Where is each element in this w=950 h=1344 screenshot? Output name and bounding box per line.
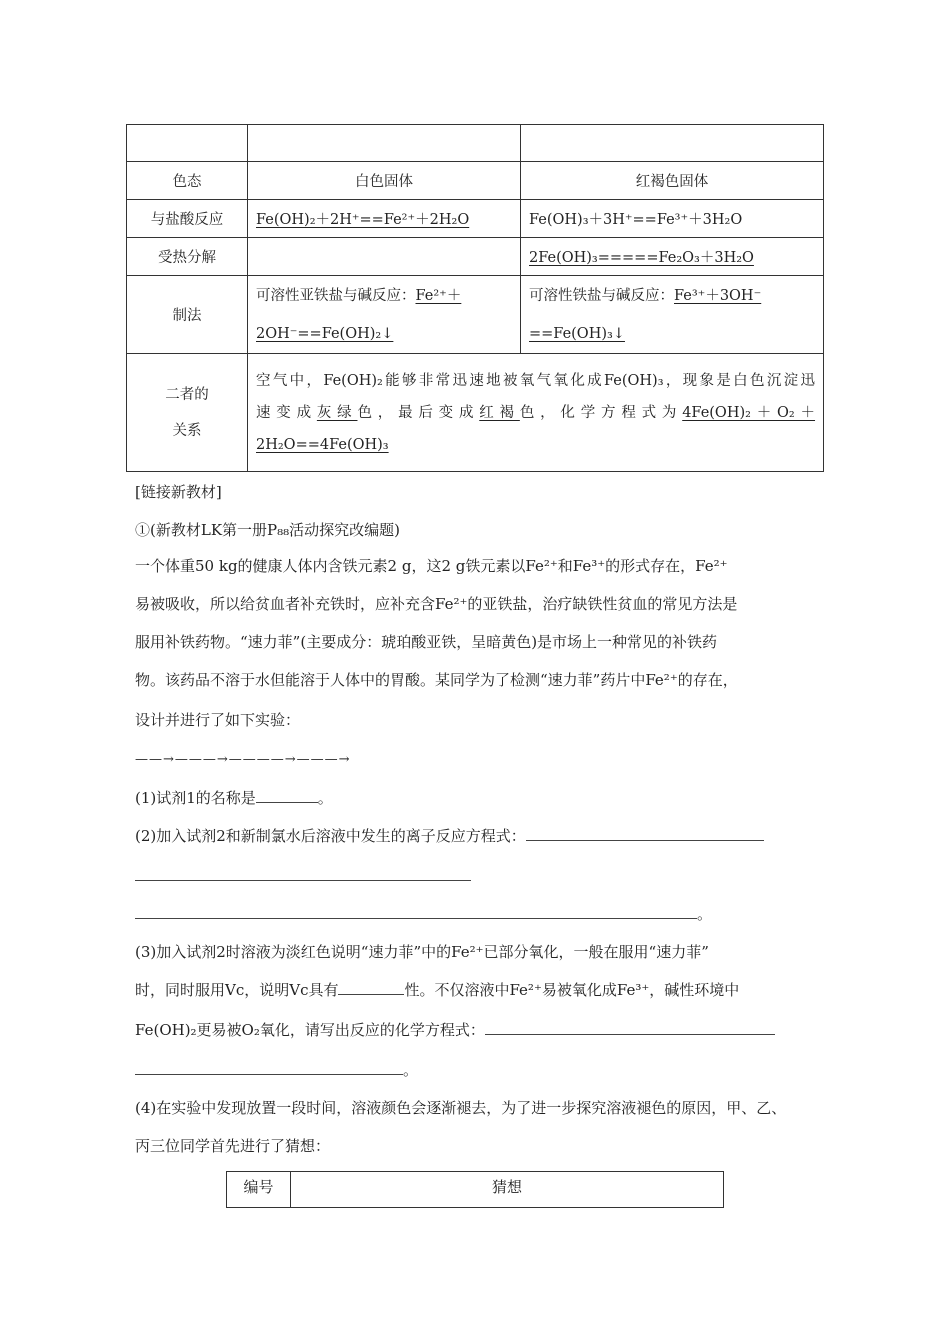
table-cell bbox=[248, 125, 521, 162]
question-text: 。 bbox=[403, 1061, 419, 1079]
answer-blank[interactable] bbox=[135, 866, 471, 881]
row-label: 色态 bbox=[127, 162, 248, 200]
answer-blank[interactable] bbox=[256, 788, 318, 803]
table-cell bbox=[521, 238, 824, 276]
paragraph-line: 易被吸收，所以给贫血者补充铁时，应补充含Fe²⁺的亚铁盐，治疗缺铁性贫血的常见方法是 bbox=[135, 595, 738, 613]
guess-table bbox=[226, 1171, 724, 1208]
table-row bbox=[127, 354, 824, 472]
table-cell bbox=[521, 276, 824, 354]
table-row bbox=[127, 200, 824, 238]
table-row bbox=[227, 1172, 724, 1208]
question-text: Fe(OH)₂更易被O₂氧化，请写出反应的化学方程式： bbox=[135, 1021, 485, 1039]
cell-text: 速变成 bbox=[256, 404, 317, 421]
row-label-line: 关系 bbox=[172, 422, 202, 439]
question-3-line bbox=[135, 980, 825, 1000]
answer-text: 2OH⁻==Fe(OH)₂↓ bbox=[256, 325, 394, 342]
question-text: 性。不仅溶液中Fe²⁺易被氧化成Fe³⁺，碱性环境中 bbox=[404, 981, 740, 999]
table-cell: 白色固体 bbox=[248, 162, 521, 200]
cell-text: 可溶性铁盐与碱反应： bbox=[529, 287, 674, 304]
answer-text: 4Fe(OH)₂＋O₂＋ bbox=[682, 404, 816, 421]
table-cell bbox=[248, 200, 521, 238]
table-row bbox=[127, 276, 824, 354]
row-label-line: 二者的 bbox=[165, 386, 209, 403]
paragraph-line: 设计并进行了如下实验： bbox=[135, 711, 301, 729]
answer-blank[interactable] bbox=[338, 980, 404, 995]
question-text: 。 bbox=[697, 905, 713, 923]
question-4: (4)在实验中发现放置一段时间，溶液颜色会逐渐褪去，为了进一步探究溶液褪色的原因，甲、乙、 bbox=[135, 1099, 787, 1117]
relation-cell bbox=[248, 354, 824, 472]
answer-text: Fe³⁺＋3OH⁻ bbox=[674, 287, 762, 304]
cell-text: 色，最后变成 bbox=[357, 404, 480, 421]
row-label bbox=[127, 354, 248, 472]
flow-arrows: ——→———→————→———→ bbox=[135, 752, 351, 767]
answer-blank[interactable] bbox=[135, 904, 697, 919]
table-header-cell: 猜想 bbox=[291, 1172, 724, 1208]
answer-blank[interactable] bbox=[135, 1060, 403, 1075]
question-text: (2)加入试剂2和新制氯水后溶液中发生的离子反应方程式： bbox=[135, 827, 526, 845]
cell-line bbox=[256, 277, 512, 315]
paragraph-line: 物。该药品不溶于水但能溶于人体中的胃酸。某同学为了检测“速力菲”药片中Fe²⁺的存在， bbox=[135, 671, 738, 689]
table-cell bbox=[248, 238, 521, 276]
row-label: 制法 bbox=[127, 276, 248, 354]
answer-text: Fe(OH)₂＋2H⁺==Fe²⁺＋2H₂O bbox=[256, 212, 470, 228]
table-header-cell: 编号 bbox=[227, 1172, 291, 1208]
question-text: (1)试剂1的名称是 bbox=[135, 789, 256, 807]
table-cell: 红褐色固体 bbox=[521, 162, 824, 200]
question-3: (3)加入试剂2时溶液为淡红色说明“速力菲”中的Fe²⁺已部分氧化，一般在服用“速力菲” bbox=[135, 943, 709, 961]
cell-text: 色，化学方程式为 bbox=[519, 404, 683, 421]
table-cell: Fe(OH)₃＋3H⁺==Fe³⁺＋3H₂O bbox=[521, 200, 824, 238]
question-3-blank-line bbox=[135, 1060, 825, 1080]
paragraph-line: 一个体重50 kg的健康人体内含铁元素2 g，这2 g铁元素以Fe²⁺和Fe³⁺的形式存在，Fe²⁺ bbox=[135, 557, 728, 575]
answer-text: ==Fe(OH)₃↓ bbox=[529, 325, 625, 342]
table-row bbox=[127, 162, 824, 200]
answer-text: 红褐 bbox=[479, 404, 520, 421]
answer-text: 2Fe(OH)₃=====Fe₂O₃＋3H₂O bbox=[529, 250, 754, 266]
question-2 bbox=[135, 826, 825, 846]
question-1 bbox=[135, 788, 825, 808]
section-heading: [链接新教材] bbox=[135, 483, 222, 501]
table-cell bbox=[127, 125, 248, 162]
question-text: 时，同时服用Vc，说明Vc具有 bbox=[135, 981, 339, 999]
question-2-blank-line bbox=[135, 866, 825, 886]
answer-blank[interactable] bbox=[526, 826, 764, 841]
question-3-line bbox=[135, 1020, 825, 1040]
question-4-line: 丙三位同学首先进行了猜想： bbox=[135, 1137, 331, 1155]
answer-text: 2H₂O==4Fe(OH)₃ bbox=[256, 436, 389, 453]
cell-text: 可溶性亚铁盐与碱反应： bbox=[256, 287, 416, 304]
table-cell bbox=[521, 125, 824, 162]
row-label: 受热分解 bbox=[127, 238, 248, 276]
answer-text: Fe²⁺＋ bbox=[415, 287, 462, 304]
table-row bbox=[127, 125, 824, 162]
row-label: 与盐酸反应 bbox=[127, 200, 248, 238]
table-row bbox=[127, 238, 824, 276]
question-2-blank-line bbox=[135, 904, 825, 924]
cell-line: 空气中，Fe(OH)₂能够非常迅速地被氧气氧化成Fe(OH)₃，现象是白色沉淀迅 bbox=[256, 372, 815, 389]
table-cell bbox=[248, 276, 521, 354]
cell-line bbox=[256, 397, 815, 429]
question-text: 。 bbox=[317, 789, 333, 807]
answer-text: 灰绿 bbox=[316, 404, 358, 421]
paragraph-line: 服用补铁药物。“速力菲”(主要成分：琥珀酸亚铁，呈暗黄色)是市场上一种常见的补铁药 bbox=[135, 633, 718, 651]
answer-blank[interactable] bbox=[485, 1020, 775, 1035]
source-note: ①(新教材LK第一册P₈₈活动探究改编题) bbox=[135, 521, 400, 539]
properties-table bbox=[126, 124, 824, 472]
cell-line bbox=[529, 277, 815, 315]
